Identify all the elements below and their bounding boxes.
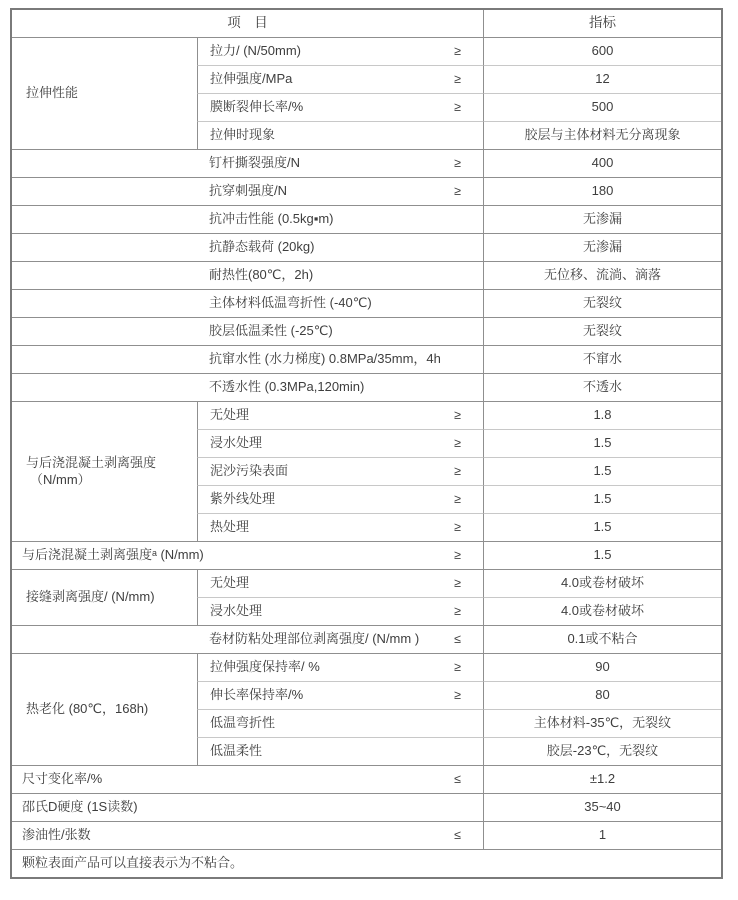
item-label: 抗穿刺强度/N (209, 183, 288, 199)
indicator-value: 胶层-23℃，无裂纹 (483, 737, 721, 765)
table-row (12, 261, 721, 289)
item-label: 不透水性 (0.3MPa,120min) (209, 379, 365, 395)
compare-symbol: ≤ (454, 771, 461, 786)
item-label: 胶层低温柔性 (-25℃) (209, 323, 333, 339)
table-row (12, 625, 721, 653)
indicator-value: 不窜水 (483, 345, 721, 373)
indicator-value: 1.5 (483, 513, 721, 541)
indicator-value: 400 (483, 149, 721, 177)
spec-table (10, 8, 723, 879)
indicator-value: 180 (483, 177, 721, 205)
item-label: 膜断裂伸长率/% (210, 99, 304, 115)
item-label: 无处理 (210, 407, 250, 423)
indicator-value: 600 (483, 37, 721, 65)
compare-symbol: ≥ (454, 687, 461, 702)
compare-symbol: ≥ (454, 491, 461, 506)
item-label: 拉伸强度/MPa (210, 71, 293, 87)
compare-symbol: ≥ (454, 519, 461, 534)
item-label: 钉杆撕裂强度/N (209, 155, 301, 171)
item-label: 泥沙污染表面 (210, 463, 289, 479)
compare-symbol: ≥ (454, 659, 461, 674)
table-row (12, 821, 721, 849)
item-label: 浸水处理 (210, 603, 263, 619)
compare-symbol: ≥ (454, 43, 461, 58)
table-footnote-row (12, 849, 721, 877)
header-indicator: 指标 (483, 10, 721, 37)
indicator-value: 500 (483, 93, 721, 121)
indicator-value: 无裂纹 (483, 289, 721, 317)
table-row (12, 373, 721, 401)
item-label: 低温柔性 (210, 743, 263, 759)
item-label: 伸长率保持率/% (210, 687, 304, 703)
compare-symbol: ≥ (454, 575, 461, 590)
indicator-value: 胶层与主体材料无分离现象 (483, 121, 721, 149)
indicator-value: 4.0或卷材破坏 (483, 597, 721, 625)
indicator-value: 1.5 (483, 541, 721, 569)
table-row (12, 317, 721, 345)
group-title-line1: 与后浇混凝土剥离强度 (26, 455, 157, 471)
indicator-value: 不透水 (483, 373, 721, 401)
table-row (12, 177, 721, 205)
item-label: 耐热性(80℃，2h) (209, 267, 314, 283)
group-tensile: 拉伸性能 (12, 37, 197, 149)
indicator-value: ±1.2 (483, 765, 721, 793)
compare-symbol: ≥ (454, 155, 461, 170)
indicator-value: 0.1或不粘合 (483, 625, 721, 653)
compare-symbol: ≥ (454, 603, 461, 618)
table-row (12, 793, 721, 821)
item-label: 渗油性/张数 (22, 827, 91, 843)
item-label: 拉力/ (N/50mm) (210, 43, 302, 59)
item-label: 紫外线处理 (210, 491, 276, 507)
table-row (12, 149, 721, 177)
item-label: 无处理 (210, 575, 250, 591)
indicator-value: 无裂纹 (483, 317, 721, 345)
item-label: 热处理 (210, 519, 250, 535)
item-label: 卷材防粘处理部位剥离强度/ (N/mm ) (209, 631, 420, 647)
item-label: 低温弯折性 (210, 715, 276, 731)
group-title-line2: （N/mm） (30, 471, 91, 487)
header-item: 项 目 (227, 15, 268, 31)
group-peel-concrete (12, 401, 197, 541)
indicator-value: 无位移、流淌、滴落 (483, 261, 721, 289)
indicator-value: 1.5 (483, 457, 721, 485)
item-label: 主体材料低温弯折性 (-40℃) (209, 295, 372, 311)
table-row (12, 541, 721, 569)
item-label: 拉伸强度保持率/ % (210, 659, 320, 675)
item-label: 与后浇混凝土剥离强度ᵃ (N/mm) (22, 547, 204, 563)
indicator-value: 1 (483, 821, 721, 849)
item-label: 抗冲击性能 (0.5kg▪m) (209, 211, 334, 227)
compare-symbol: ≥ (454, 547, 461, 562)
group-heat-aging: 热老化 (80℃，168h) (12, 653, 197, 765)
indicator-value: 35~40 (483, 793, 721, 821)
table-row (12, 653, 721, 681)
table-row (12, 205, 721, 233)
item-label: 尺寸变化率/% (22, 771, 103, 787)
table-row (12, 765, 721, 793)
group-seam-peel: 接缝剥离强度/ (N/mm) (12, 569, 197, 625)
table-row (12, 345, 721, 373)
compare-symbol: ≥ (454, 71, 461, 86)
indicator-value: 1.5 (483, 485, 721, 513)
item-label: 抗静态载荷 (20kg) (209, 239, 315, 255)
table-row (12, 401, 721, 429)
item-label: 抗窜水性 (水力梯度) 0.8MPa/35mm，4h (209, 351, 441, 367)
indicator-value: 1.8 (483, 401, 721, 429)
table-row (12, 569, 721, 597)
indicator-value: 80 (483, 681, 721, 709)
compare-symbol: ≥ (454, 99, 461, 114)
footnote: 颗粒表面产品可以直接表示为不粘合。 (12, 849, 721, 877)
item-label: 浸水处理 (210, 435, 263, 451)
indicator-value: 90 (483, 653, 721, 681)
indicator-value: 12 (483, 65, 721, 93)
item-label: 拉伸时现象 (210, 127, 276, 143)
table-row (12, 233, 721, 261)
indicator-value: 4.0或卷材破坏 (483, 569, 721, 597)
table-row (12, 37, 721, 65)
table-header-row (12, 10, 721, 37)
indicator-value: 无渗漏 (483, 233, 721, 261)
compare-symbol: ≥ (454, 183, 461, 198)
compare-symbol: ≥ (454, 463, 461, 478)
indicator-value: 1.5 (483, 429, 721, 457)
item-label: 邵氏D硬度 (1S读数) (22, 799, 138, 815)
indicator-value: 主体材料-35℃，无裂纹 (483, 709, 721, 737)
indicator-value: 无渗漏 (483, 205, 721, 233)
compare-symbol: ≥ (454, 435, 461, 450)
compare-symbol: ≥ (454, 407, 461, 422)
compare-symbol: ≤ (454, 631, 461, 646)
table-row (12, 289, 721, 317)
compare-symbol: ≤ (454, 827, 461, 842)
